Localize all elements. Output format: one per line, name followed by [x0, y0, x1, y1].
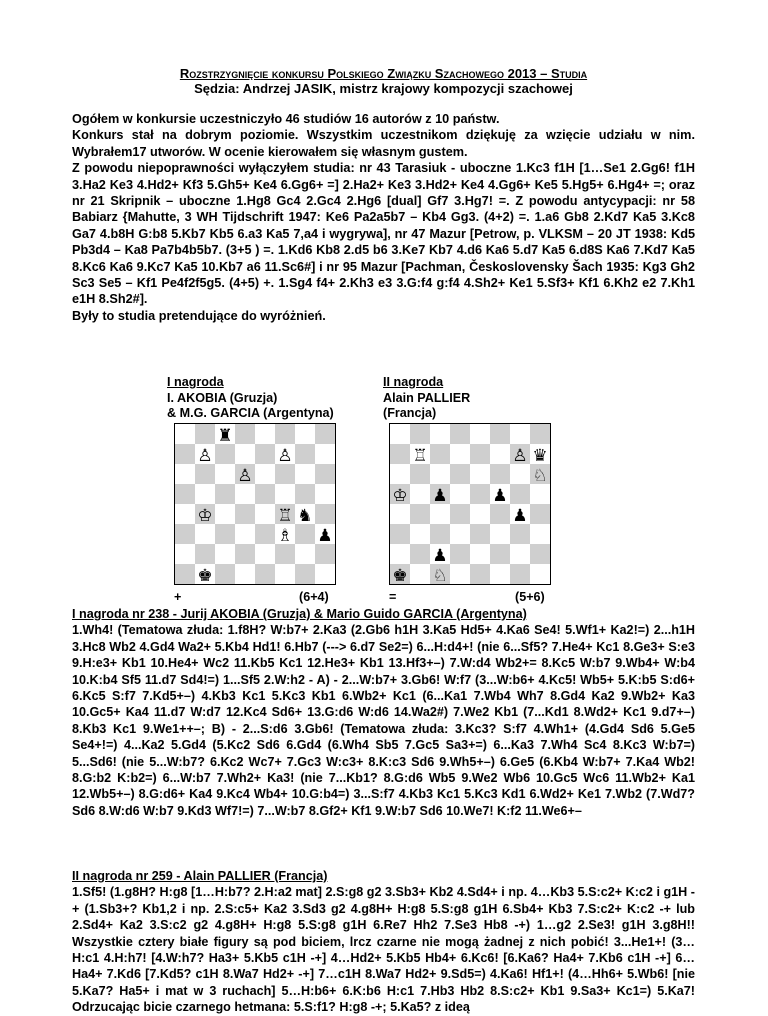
- board-square: [255, 484, 275, 504]
- board-square: [490, 504, 510, 524]
- board-square: [470, 424, 490, 444]
- board-square: [255, 504, 275, 524]
- board-square: [255, 424, 275, 444]
- board-square: [255, 544, 275, 564]
- prize-2-author-2: (Francja): [383, 406, 437, 420]
- board-square: [430, 424, 450, 444]
- board-square: [510, 464, 530, 484]
- board-square: [470, 544, 490, 564]
- board-square: [255, 564, 275, 584]
- board-square: [510, 564, 530, 584]
- black-king-piece: ♚: [392, 566, 408, 584]
- chess-diagram-1: [174, 423, 336, 585]
- white-bishop-piece: ♗: [277, 526, 293, 546]
- board-square: [275, 424, 295, 444]
- board-square: [235, 544, 255, 564]
- board-square: [295, 544, 315, 564]
- black-rook-piece: ♜: [217, 426, 233, 446]
- white-knight-piece: ♘: [532, 466, 548, 486]
- black-pawn-piece: ♟: [432, 546, 448, 566]
- prize-2-author-1: Alain PALLIER: [383, 390, 471, 405]
- board-square: [195, 424, 215, 444]
- board-square: [450, 564, 470, 584]
- board-square: [530, 504, 550, 524]
- white-king-piece: ♔: [392, 486, 408, 506]
- white-king-piece: ♔: [197, 506, 213, 526]
- board-square: [315, 444, 335, 464]
- black-pawn-piece: ♟: [512, 506, 528, 526]
- board-square: [410, 504, 430, 524]
- solution-2-text: 1.Sf5! (1.g8H? H:g8 [1…H:b7? 2.H:a2 mat] 2.S:g8 g2 3.Sb3+ Kb2 4.Sd4+ i np. 4…Kb3 5.S:c2+ K:c2 i g1H -+ (1.Sb3+? Kb1,2 i np. 2.S:c5+ Ka2 3.Sd3 g2 4.g8H+ H:g8 5.S:g8 g1H 6.Sb4+ Kb3 7.S:c2+ K:c2 -+ lub 2.Sd4+ Ka2 3.S:c2 g2 4.g8H+ H:g8 5.S:g8 g1H 6.Re7 Hh2 7.Se3 Hb8 -+) 1…g2 2.Se3! g1H 3.g8H!! Wszystkie cztery białe figury są pod biciem, lrcz czarne nie mogą żadnej z nich pobić! 3...He1+! (3…H:c1 4.H:h7! [4.W:h7? Ha3+ 5.Kb5 c1H -+] 4…Hd2+ 5.Kb5 Hb4+ 6.Kc6! [6.Ka6? Ha4+ 7.Kb6 c1H -+] 6…Ha4+ 7.Kd6 [7.Kd5? c1H 8.Wa7 Hd2+ -+] 7…c1H 8.Wa7 Hd2+ 9.Sd5=) 4.Ka6! Hf1+! (4…Hh6+ 5.Wb6! [nie 5.Ka7? Ha5+ i mat w 3 ruchach] 5…H:b6+ 6.K:b6 H:c1 7.Hb3 Hb2 8.S:c2+ Kb1 9.Sa3+ Kc1=) 5.Ka7! Odrzucając bicie czarnego hetmana: 5.S:f1? H:g8 -+; 5.Ka5? z ideą: [72, 885, 695, 1015]
- board-square: [390, 524, 410, 544]
- black-king-piece: ♚: [197, 566, 213, 584]
- board-square: [255, 464, 275, 484]
- judge-line: Sędzia: Andrzej JASIK, mistrz krajowy kompozycji szachowej: [194, 81, 573, 96]
- board-square: [295, 444, 315, 464]
- board-square: [390, 504, 410, 524]
- board-square: [410, 524, 430, 544]
- board-square: [410, 564, 430, 584]
- board-square: [295, 484, 315, 504]
- chess-diagram-2: [389, 423, 551, 585]
- board-square: [275, 484, 295, 504]
- board-square: [390, 544, 410, 564]
- board-square: [470, 484, 490, 504]
- prize-1-author-1: I. AKOBIA (Gruzja): [167, 390, 278, 405]
- board-square: [315, 564, 335, 584]
- black-pawn-piece: ♟: [492, 486, 508, 506]
- prize-1-author-2: & M.G. GARCIA (Argentyna): [167, 406, 334, 420]
- white-pawn-piece: ♙: [197, 446, 213, 466]
- solution-2-heading: II nagroda nr 259 - Alain PALLIER (Francja): [72, 869, 328, 883]
- prize-2-title: II nagroda: [383, 375, 444, 389]
- prize-2-stipulation: =: [389, 590, 397, 604]
- black-knight-piece: ♞: [297, 506, 313, 526]
- board-square: [235, 564, 255, 584]
- board-square: [430, 524, 450, 544]
- prize-2-piece-count: (5+6): [515, 590, 545, 604]
- prize-1-piece-count: (6+4): [299, 590, 329, 604]
- board-square: [275, 544, 295, 564]
- board-square: [175, 524, 195, 544]
- board-square: [450, 524, 470, 544]
- board-square: [530, 524, 550, 544]
- solution-1-section: [72, 606, 695, 819]
- board-square: [450, 484, 470, 504]
- black-queen-piece: ♛: [532, 446, 548, 466]
- board-square: [390, 464, 410, 484]
- board-square: [530, 484, 550, 504]
- white-rook-piece: ♖: [412, 446, 428, 466]
- board-square: [490, 464, 510, 484]
- board-square: [530, 424, 550, 444]
- board-square: [235, 424, 255, 444]
- board-square: [295, 464, 315, 484]
- board-square: [175, 544, 195, 564]
- prize-2-header: [383, 375, 470, 422]
- board-square: [430, 464, 450, 484]
- board-square: [315, 504, 335, 524]
- board-square: [315, 484, 335, 504]
- white-pawn-piece: ♙: [237, 466, 253, 486]
- board-square: [490, 524, 510, 544]
- board-square: [315, 424, 335, 444]
- board-square: [450, 504, 470, 524]
- board-square: [490, 424, 510, 444]
- board-square: [195, 464, 215, 484]
- white-knight-piece: ♘: [432, 566, 448, 584]
- board-square: [390, 444, 410, 464]
- board-square: [195, 524, 215, 544]
- board-square: [470, 524, 490, 544]
- intro-paragraph-2: Konkurs stał na dobrym poziomie. Wszystkim uczestnikom dziękuję za wzięcie udziału w nim. Wybrałem17 utworów. W ocenie kierowałem się własnym gustem.: [72, 128, 695, 159]
- board-square: [275, 564, 295, 584]
- board-square: [470, 504, 490, 524]
- board-square: [510, 544, 530, 564]
- prize-1-header: [167, 375, 334, 422]
- board-square: [175, 484, 195, 504]
- board-square: [490, 444, 510, 464]
- board-square: [490, 544, 510, 564]
- board-square: [315, 544, 335, 564]
- board-square: [215, 464, 235, 484]
- white-rook-piece: ♖: [277, 506, 293, 526]
- board-square: [390, 424, 410, 444]
- white-pawn-piece: ♙: [277, 446, 293, 466]
- board-square: [430, 504, 450, 524]
- board-square: [470, 464, 490, 484]
- board-square: [510, 424, 530, 444]
- board-square: [470, 564, 490, 584]
- board-square: [410, 544, 430, 564]
- board-square: [175, 564, 195, 584]
- white-pawn-piece: ♙: [512, 446, 528, 466]
- intro-paragraph-4: Były to studia pretendujące do wyróżnień.: [72, 308, 326, 323]
- board-square: [215, 504, 235, 524]
- board-square: [510, 484, 530, 504]
- prize-1-title: I nagroda: [167, 375, 224, 389]
- board-square: [175, 424, 195, 444]
- board-square: [410, 484, 430, 504]
- board-square: [450, 544, 470, 564]
- board-square: [195, 544, 215, 564]
- board-square: [175, 464, 195, 484]
- board-square: [255, 524, 275, 544]
- board-square: [450, 464, 470, 484]
- board-square: [450, 424, 470, 444]
- prize-1-stipulation: +: [174, 590, 182, 604]
- board-square: [275, 464, 295, 484]
- board-square: [295, 524, 315, 544]
- board-square: [295, 564, 315, 584]
- board-square: [295, 424, 315, 444]
- board-square: [235, 484, 255, 504]
- board-square: [510, 524, 530, 544]
- board-square: [430, 444, 450, 464]
- solution-1-text: 1.Wh4! (Tematowa złuda: 1.f8H? W:b7+ 2.Ka3 (2.Gb6 h1H 3.Ka5 Hd5+ 4.Ka6 Se4! 5.Wf1+ Ka2!=) 2...h1H 3.Hc8 Wb2 4.Gd4 Wa2+ 5.Kb4 Hd1! 6.Hb7 (---> 6.d7 Se2=) 6...H:d4+! (nie 6...Sf5? 7.He4+ Kc1 8.Ge3+ S:e3 9.H:e3+ Kb1 10.He4+ Wc2 11.Kb5 Kc1 12.He3+ Kb1 13.Hf3+–) 7.W:d4 Wb2+= 8.Kc5 W:b7 9.Wb4+ W:b4 10.K:b4 Sf5 11.d7 Sd4!=) 1...Sf5 2.W:h2 - A) - 2...W:b7+ 3.Gb6! W:f7 (3...W:b6+ 4.Kc5! Wb5+ 5.K:b5 S:d6+ 6.Kc5 S:f7 7.Kd5+–) 4.Kb3 Kc1 5.Kc3 Kb1 6.Wb2+ Kc1 (6...Ka1 7.Wb4 Wh7 8.Gd4 Ka2 9.Wb2+ Ka3 10.Gc5+ Ka4 11.d7 W:d7 12.Kc4 Sd6+ 13.G:d6 W:d6 14.Wa2#) 7.We2 Kb1 (7...Kd1 8.Wd2+ Kc1 9.d7+–) 8.Kb3 Kc1 9.We1++–; B) - 2...S:d6 3.Gb6! (Tematowa złuda: 3.Kc3? S:f7 4.Wh1+ (4.Gd4 Sd6 5.Ge5 Se4+!=) 4...Ka2 5.Gd4 (5.Kc2 Sd6 6.Gd4 (6.Wh4 Sb5 7.Gc5 Sa3+=) 6...Ka3 7.Wh4 Sc4 8.Kc3 W:b7=) 5...Sd6! (nie 5...W:b7? 6.Kc2 Wc7+ 7.Gc3 W:c3+ 8.K:c3 Sd6 9.Wh5+–) 6.Ge5 (6.Kb4 W:b7+ 7.Ka4 Wb2! 8.G:b2 K:b2=) 6...W:b7 7.Wh2+ Ka3! (nie 7...Kb1? 8.G:d6 Wb5 9.We2 Wb6 10.Gc5 Wc6 11.Wb2+ Ka1 12.Wb5+–) 8.G:d6+ Ka4 9.Kc4 Wb4+ 10.G:b4=) 3...S:f7 4.Kb3 Kc1 5.Kc3 Kd1 6.Wd2+ Ke1 7.Wb2 (7.Wd7? Sd6 8.W:d6 W:b7 9.Kd3 Wf7!=) 7...W:b7 8.Gf2+ Kf1 9.W:b7 Sd6 10.We7! K:f2 11.We6+–: [72, 623, 695, 818]
- board-square: [490, 564, 510, 584]
- board-square: [255, 444, 275, 464]
- black-pawn-piece: ♟: [317, 526, 333, 546]
- board-square: [470, 444, 490, 464]
- chess-board-2: [390, 424, 550, 584]
- board-square: [215, 484, 235, 504]
- board-square: [215, 444, 235, 464]
- board-square: [175, 504, 195, 524]
- board-square: [530, 564, 550, 584]
- board-square: [235, 444, 255, 464]
- board-square: [195, 484, 215, 504]
- board-square: [450, 444, 470, 464]
- board-square: [235, 524, 255, 544]
- board-square: [530, 544, 550, 564]
- board-square: [215, 544, 235, 564]
- chess-board-1: [175, 424, 335, 584]
- board-square: [175, 444, 195, 464]
- black-pawn-piece: ♟: [432, 486, 448, 506]
- board-square: [410, 464, 430, 484]
- board-square: [215, 524, 235, 544]
- board-square: [315, 464, 335, 484]
- intro-section: [72, 111, 695, 324]
- intro-paragraph-1: Ogółem w konkursie uczestniczyło 46 studiów 16 autorów z 10 państw.: [72, 112, 500, 126]
- board-square: [215, 564, 235, 584]
- document-title: Rozstrzygnięcie konkursu Polskiego Związku Szachowego 2013 – Studia: [179, 66, 588, 81]
- board-square: [235, 504, 255, 524]
- intro-paragraph-3: Z powodu niepoprawności wyłączyłem studia: nr 43 Tarasiuk - uboczne 1.Kc3 f1H [1…Se1 2.Gg6! f1H 3.Ha2 Ke3 4.Hd2+ Kf3 5.Gh5+ Ke4 6.Gg6+ =] 2.Ha2+ Ke3 3.Hd2+ Ke4 4.Gg6+ Ke5 5.Hg5+ 6.Hg4+ =; oraz nr 21 Skripnik – uboczne 1.Hg8 Gc4 2.Gc4 2.Hg6 [dual] Gf7 3.Hg7! =. Z powodu antycypacji: nr 58 Babiarz {Mahutte, 3 WH Tijdschrift 1947: Ke6 Pa2a5b7 – Kb4 Gg3. (4+2) =. 1.a6 Gb8 2.Kd7 Ka5 3.Kc8 Ga7 4.b8H G:b8 5.Kb7 Kb5 6.a3 Ka5 7,a4 i wygrywa], nr 47 Mazur [Petrow, p. VLKSM – 20 JT 1938: Kd5 Pb3d4 – Ka8 Pa7b4b5b7. (3+5 ) =. 1.Kd6 Kb8 2.d5 b6 3.Ke7 Kb7 4.d6 Ka6 5.d7 Ka5 6.d8S Ka6 7.Kd7 Ka5 8.Kc6 Ka6 9.Kc7 Ka5 10.Kb7 a6 11.Sc6#] i nr 95 Mazur [Pachman, Československy Šach 1935: Kg3 Gh2 Sc3 Se5 – Kf1 Pe4f2f5g5. (4+5) +. 1.Sg4 f4+ 2.Kh3 e3 3.G:f4 g:f4 4.Sh2+ Ke1 5.Sf3+ Kf1 6.Kh2 e2 7.Kh1 e1H 8.Sh2#].: [72, 161, 695, 307]
- board-square: [410, 424, 430, 444]
- solution-1-heading: I nagroda nr 238 - Jurij AKOBIA (Gruzja) & Mario Guido GARCIA (Argentyna): [72, 607, 527, 621]
